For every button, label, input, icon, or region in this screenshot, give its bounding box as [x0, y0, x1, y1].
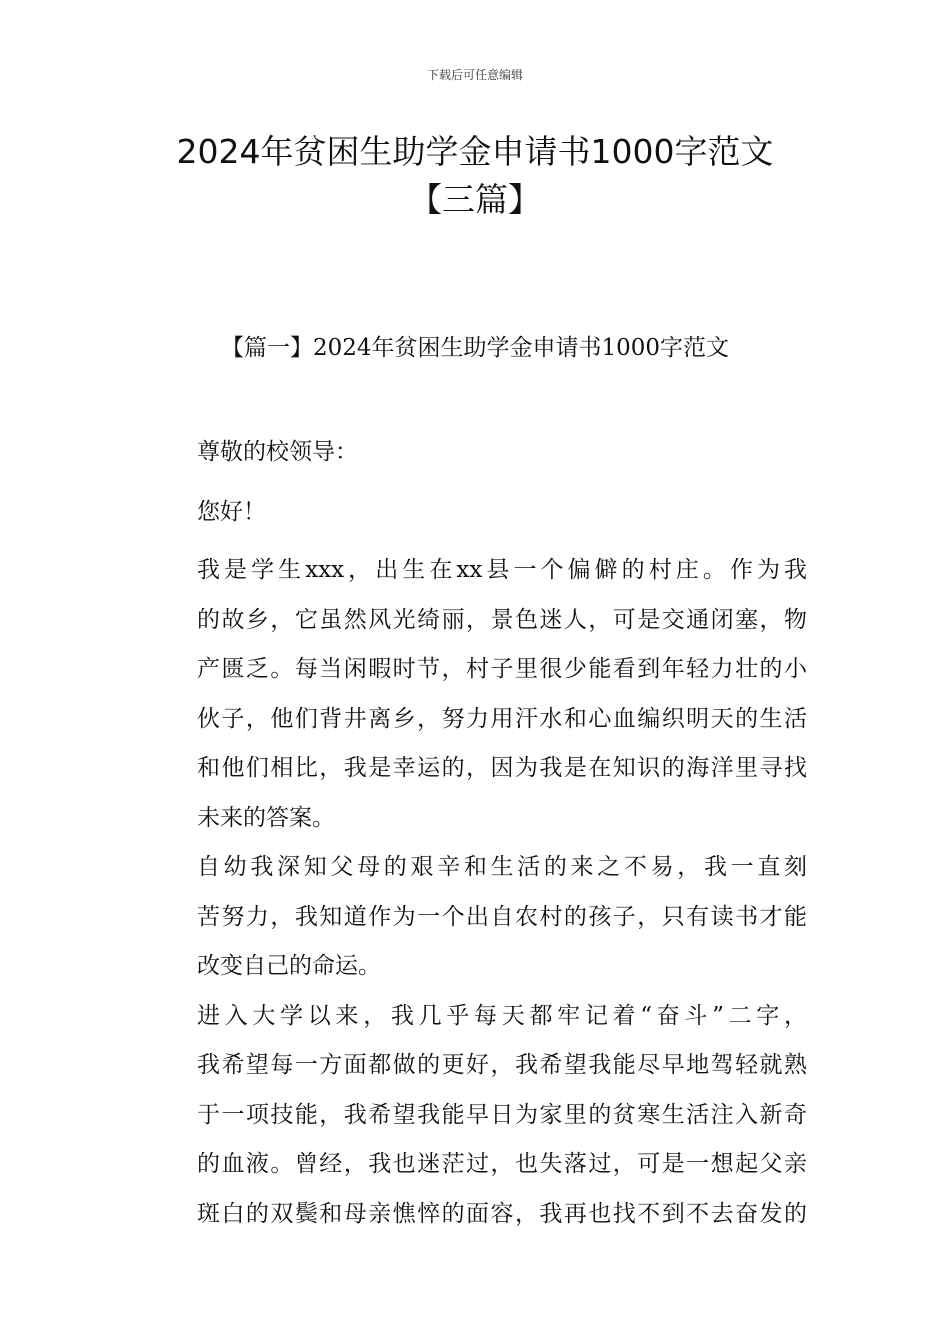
paragraph-line: 的故乡，它虽然风光绮丽，景色迷人，可是交通闭塞，物 [197, 606, 807, 633]
section-heading: 【篇一】2024年贫困生助学金申请书1000字范文 [220, 335, 730, 361]
paragraph-line: 我是学生xxx，出生在xx县一个偏僻的村庄。作为我 [197, 557, 807, 583]
title-line-1: 2024年贫困生助学金申请书1000字范文 [176, 132, 774, 171]
paragraph-line: 未来的答案。 [197, 804, 335, 831]
paragraph-3 [145, 992, 807, 1240]
paragraph-line: 产匮乏。每当闲暇时节，村子里很少能看到年轻力壮的小 [197, 656, 807, 682]
paragraph-2 [145, 843, 807, 992]
header-note: 下载后可任意编辑 [426, 68, 523, 82]
salutation: 尊敬的校领导： [197, 439, 358, 465]
paragraph-line: 改变自己的命运。 [197, 953, 381, 979]
paragraph-line: 苦努力，我知道作为一个出自农村的孩子，只有读书才能 [197, 903, 807, 930]
paragraph-line: 斑白的双鬓和母亲憔悴的面容，我再也找不到不去奋发的 [197, 1200, 807, 1227]
paragraph-line: 和他们相比，我是幸运的，因为我是在知识的海洋里寻找 [197, 755, 807, 781]
paragraph-line: 于一项技能，我希望我能早日为家里的贫寒生活注入新奇 [197, 1101, 807, 1128]
paragraph-line: 自幼我深知父母的艰辛和生活的来之不易，我一直刻 [197, 854, 807, 880]
document-title [60, 128, 890, 224]
paragraph-line: 伙子，他们背井离乡，努力用汗水和心血编织明天的生活 [197, 705, 807, 732]
paragraph-line: 的血液。曾经，我也迷茫过，也失落过，可是一想起父亲 [197, 1151, 807, 1177]
letter-body [145, 428, 807, 1239]
paragraph-line: 进入大学以来，我几乎每天都牢记着“奋斗”二字， [197, 1002, 807, 1029]
paragraph-line: 我希望每一方面都做的更好，我希望我能尽早地驾轻就熟 [197, 1052, 807, 1078]
greeting: 您好！ [197, 498, 266, 525]
title-line-2: 【三篇】 [409, 180, 541, 219]
paragraph-1 [145, 546, 807, 843]
